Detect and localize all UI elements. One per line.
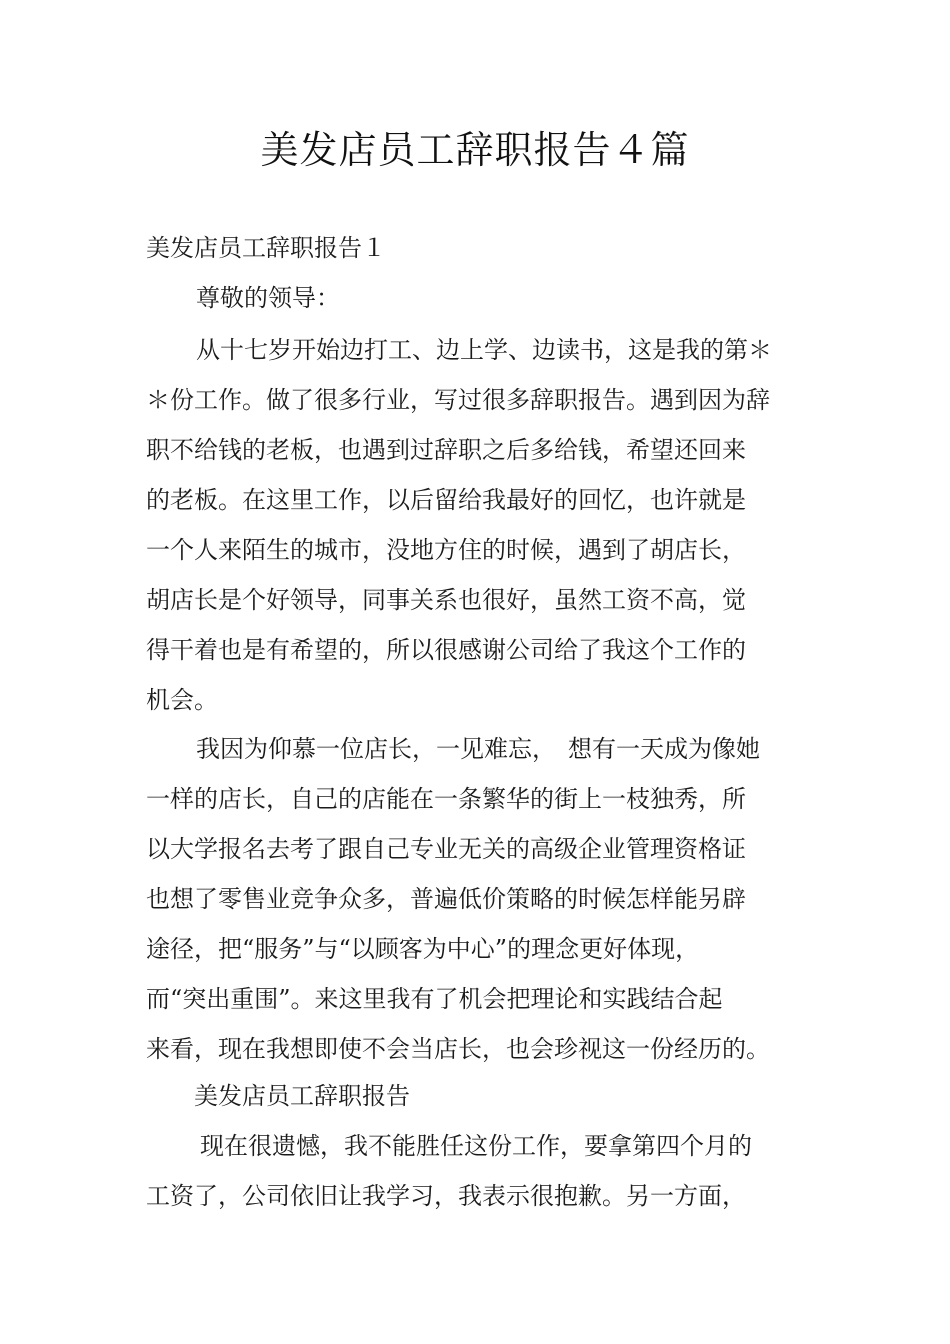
paragraph-line: 工资了，公司依旧让我学习，我表示很抱歉。另一方面， bbox=[146, 1182, 746, 1210]
paragraph-line: 的老板。在这里工作，以后留给我最好的回忆，也许就是 bbox=[146, 486, 746, 514]
subheading: 美发店员工辞职报告 bbox=[194, 1082, 410, 1110]
paragraph-line: 来看，现在我想即使不会当店长，也会珍视这一份经历的。 bbox=[146, 1035, 770, 1063]
paragraph-line: 以大学报名去考了跟自己专业无关的高级企业管理资格证 bbox=[146, 835, 746, 863]
paragraph-line: 胡店长是个好领导，同事关系也很好，虽然工资不高，觉 bbox=[146, 586, 746, 614]
paragraph-line: 而“突出重围”。来这里我有了机会把理论和实践结合起 bbox=[146, 985, 723, 1013]
paragraph-line: 我因为仰慕一位店长，一见难忘， 想有一天成为像她 bbox=[196, 735, 760, 763]
paragraph-line: 现在很遗憾，我不能胜任这份工作，要拿第四个月的 bbox=[200, 1132, 752, 1160]
paragraph-line: 也想了零售业竞争众多，普遍低价策略的时候怎样能另辟 bbox=[146, 885, 746, 913]
paragraph-line: 一个人来陌生的城市，没地方住的时候，遇到了胡店长， bbox=[146, 536, 746, 564]
paragraph-line: ＊份工作。做了很多行业，写过很多辞职报告。遇到因为辞 bbox=[146, 386, 770, 414]
salutation: 尊敬的领导： bbox=[196, 284, 340, 312]
paragraph-line: 从十七岁开始边打工、边上学、边读书，这是我的第＊ bbox=[196, 336, 772, 364]
paragraph-line: 职不给钱的老板，也遇到过辞职之后多给钱，希望还回来 bbox=[146, 436, 746, 464]
paragraph-line: 得干着也是有希望的，所以很感谢公司给了我这个工作的 bbox=[146, 636, 746, 664]
document-title: 美发店员工辞职报告４篇 bbox=[260, 128, 690, 172]
paragraph-line: 机会。 bbox=[146, 686, 218, 714]
section-heading: 美发店员工辞职报告１ bbox=[146, 234, 386, 262]
paragraph-line: 一样的店长，自己的店能在一条繁华的街上一枝独秀，所 bbox=[146, 785, 746, 813]
paragraph-line: 途径，把“服务”与“以顾客为中心”的理念更好体现， bbox=[146, 935, 700, 963]
